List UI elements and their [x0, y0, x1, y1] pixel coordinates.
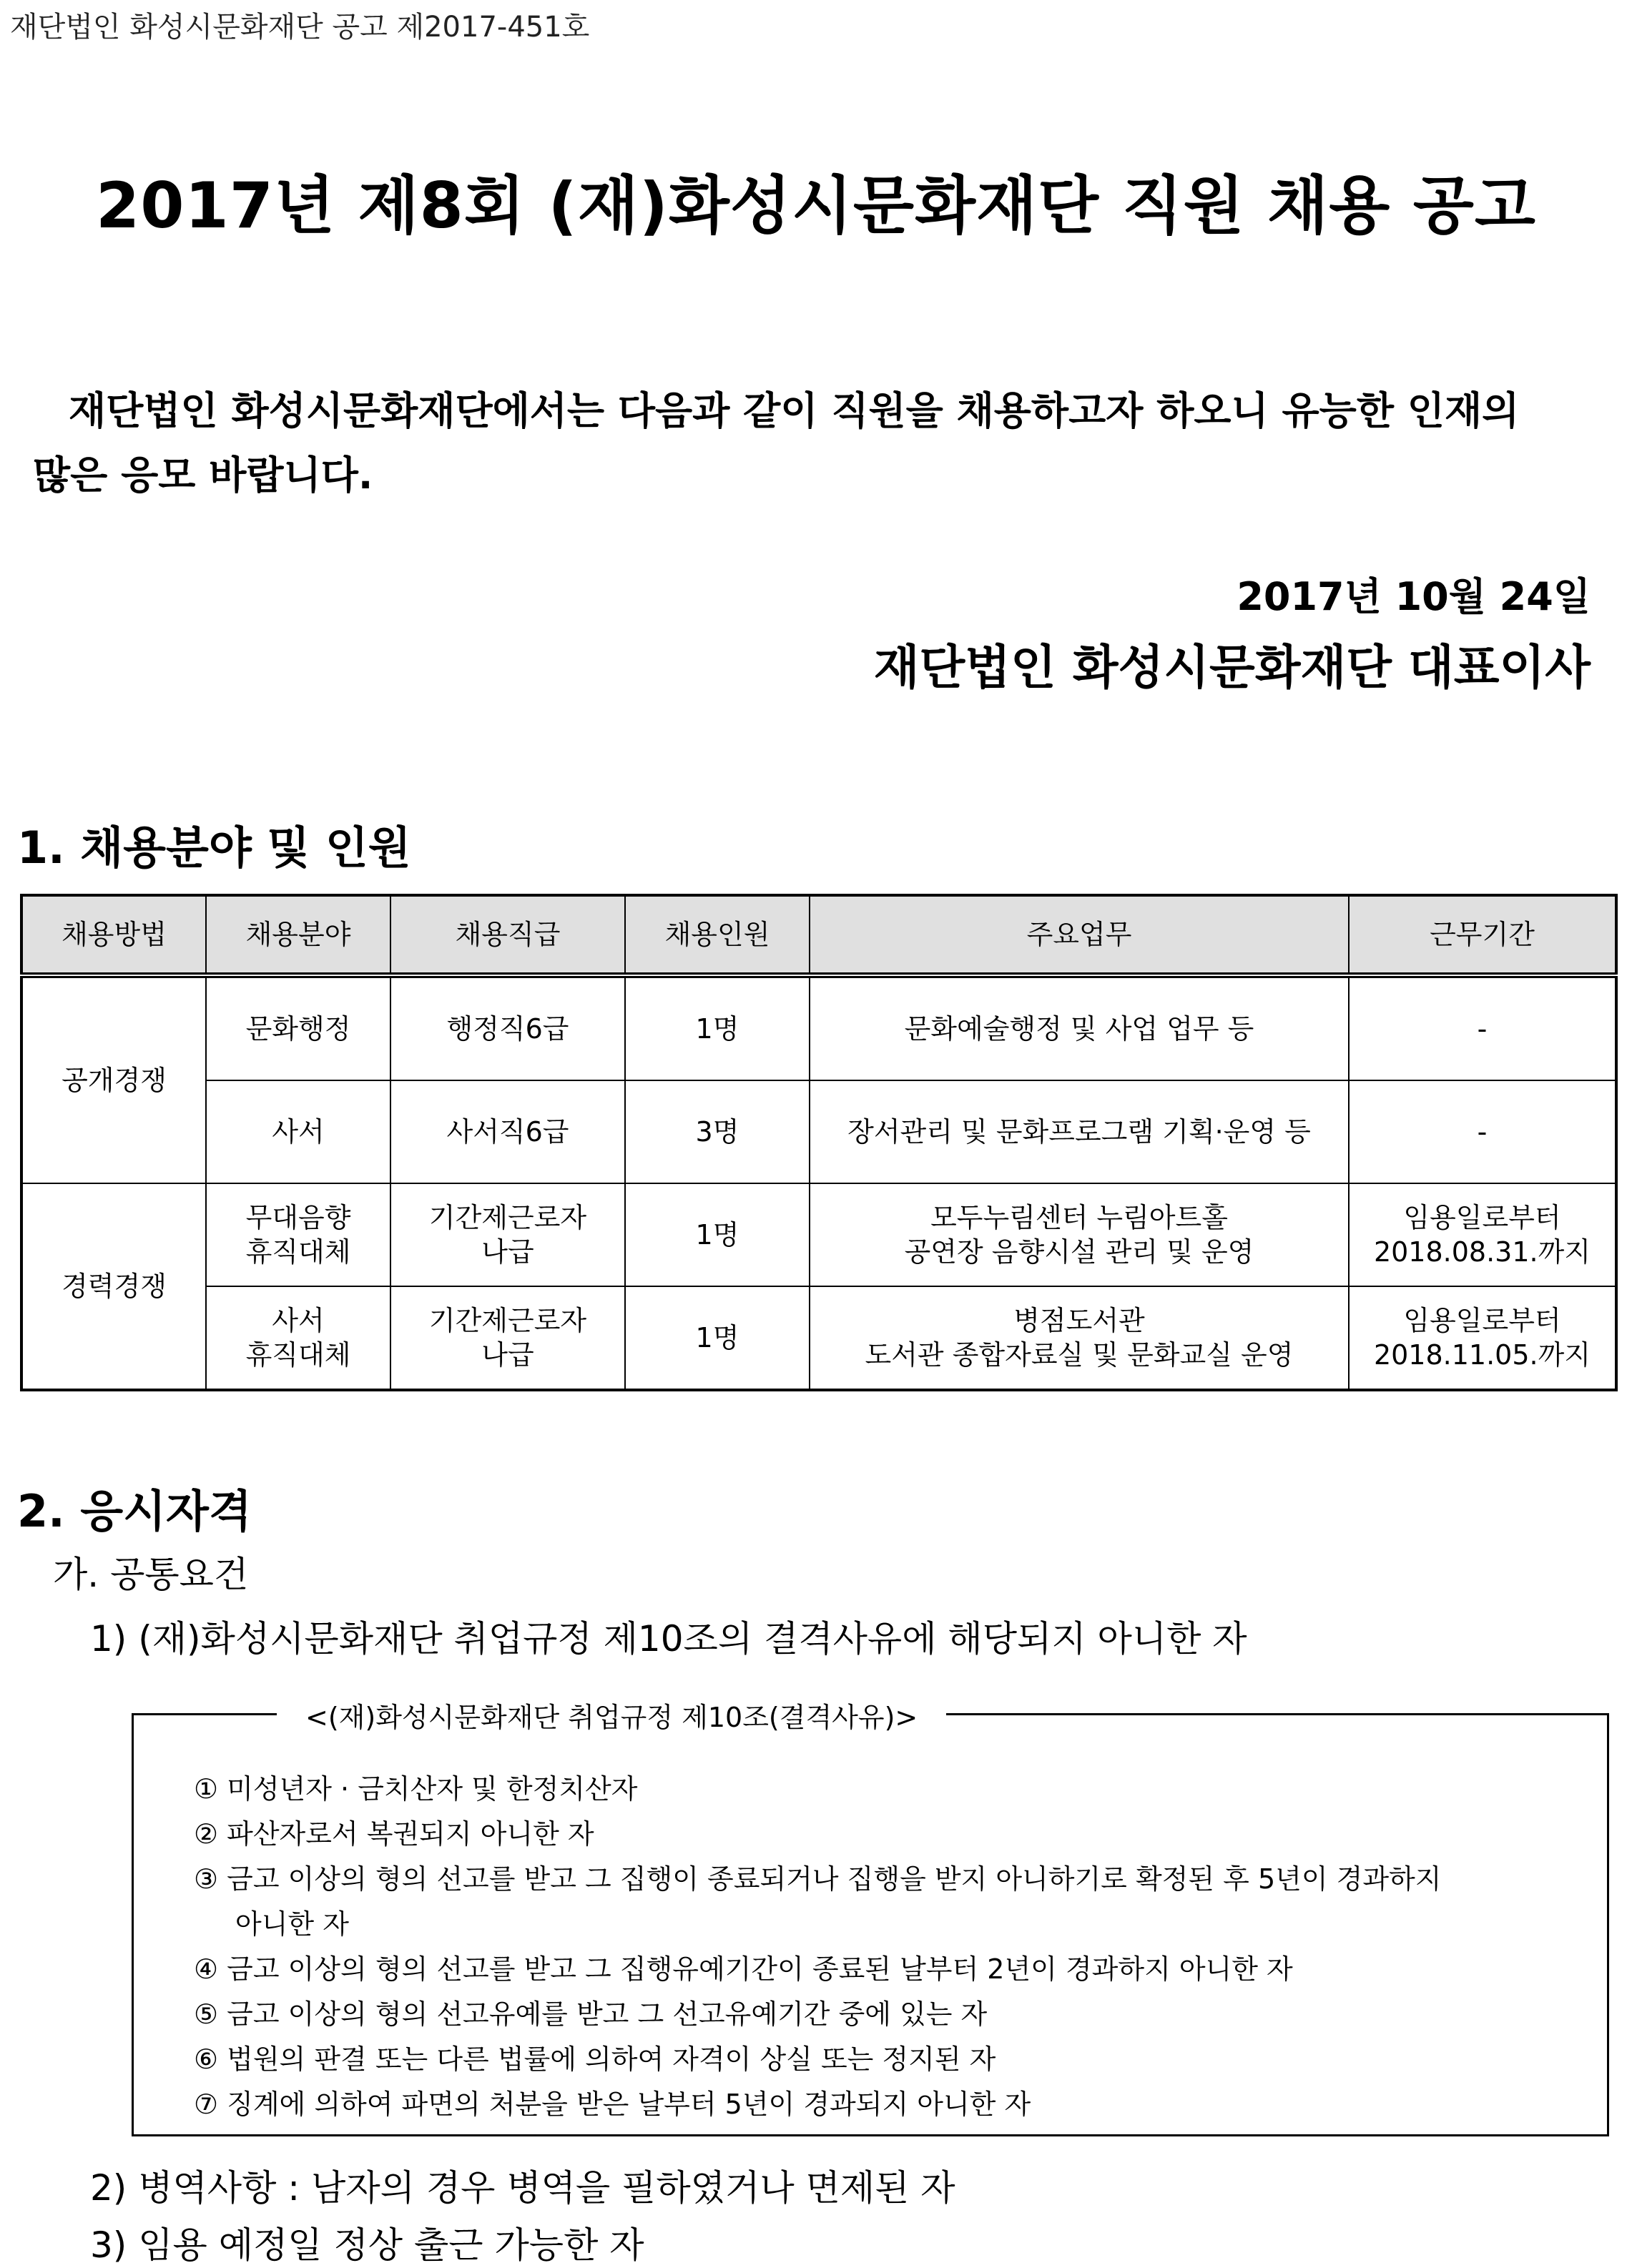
duty-cell: 장서관리 및 문화프로그램 기획·운영 등: [810, 1080, 1349, 1183]
page-title: 2017년 제8회 (재)화성시문화재단 직원 채용 공고: [96, 169, 1536, 242]
disqualification-box: [132, 1702, 1609, 2136]
field-cell: [206, 1183, 390, 1286]
table-row: [21, 1183, 1616, 1286]
box-title: <(재)화성시문화재단 취업규정 제10조(결격사유)>: [277, 1695, 946, 1735]
grade-cell: 사서직6급: [390, 1080, 625, 1183]
requirement-item-1: 1) (재)화성시문화재단 취업규정 제10조의 결격사유에 해당되지 아니한 자: [90, 1618, 1247, 1660]
issuer-name: 재단법인 화성시문화재단 대표이사: [873, 640, 1591, 695]
intro-line-1: 재단법인 화성시문화재단에서는 다음과 같이 직원을 채용하고자 하오니 유능한 인재의: [69, 388, 1520, 433]
field-line: 무대음향: [245, 1202, 351, 1233]
count-cell: 1명: [625, 1286, 810, 1390]
count-cell: 1명: [625, 975, 810, 1080]
table-row: [21, 1286, 1616, 1390]
period-line: 임용일로부터: [1403, 1305, 1561, 1336]
section-1-heading: 1. 채용분야 및 인원: [17, 822, 411, 874]
list-item-continuation: 아니한 자: [235, 1908, 349, 1940]
duty-line: 병점도서관: [1013, 1305, 1145, 1336]
period-cell: [1349, 1286, 1616, 1390]
grade-cell: [390, 1183, 625, 1286]
intro-line-2: 많은 응모 바랍니다.: [33, 453, 373, 498]
duty-cell: [810, 1183, 1349, 1286]
duty-line: 모두누림센터 누림아트홀: [930, 1202, 1228, 1233]
grade-cell: [390, 1286, 625, 1390]
list-item: ⑥ 법원의 판결 또는 다른 법률에 의하여 자격이 상실 또는 정지된 자: [194, 2043, 996, 2075]
grade-line: 나급: [481, 1236, 534, 1268]
period-line: 임용일로부터: [1403, 1202, 1561, 1233]
disqualification-list: [194, 1767, 1441, 2127]
column-header: 채용분야: [206, 895, 390, 975]
field-line: 사서: [272, 1305, 325, 1336]
requirement-item-3: 3) 임용 예정일 정상 출근 가능한 자: [90, 2224, 644, 2266]
subsection-common-requirements: 가. 공통요건: [53, 1554, 249, 1595]
period-line: 2018.08.31.까지: [1373, 1236, 1591, 1268]
method-cell: 경력경쟁: [21, 1183, 206, 1390]
method-cell: 공개경쟁: [21, 975, 206, 1183]
field-cell: [206, 1286, 390, 1390]
table-row: [21, 1080, 1616, 1183]
duty-cell: [810, 1286, 1349, 1390]
table-header-row: [21, 895, 1616, 975]
duty-line: 도서관 종합자료실 및 문화교실 운영: [865, 1339, 1294, 1371]
grade-cell: 행정직6급: [390, 975, 625, 1080]
recruitment-table: [20, 894, 1618, 1391]
column-header: 주요업무: [810, 895, 1349, 975]
duty-line: 공연장 음향시설 관리 및 운영: [904, 1236, 1254, 1268]
list-item: ④ 금고 이상의 형의 선고를 받고 그 집행유예기간이 종료된 날부터 2년이 경과하지 아니한 자: [194, 1953, 1293, 1985]
field-cell: 사서: [206, 1080, 390, 1183]
requirement-item-2: 2) 병역사항 : 남자의 경우 병역을 필하였거나 면제된 자: [90, 2167, 955, 2209]
count-cell: 1명: [625, 1183, 810, 1286]
grade-line: 기간제근로자: [428, 1202, 587, 1233]
section-2-heading: 2. 응시자격: [17, 1485, 252, 1537]
field-line: 휴직대체: [245, 1236, 351, 1268]
field-line: 휴직대체: [245, 1339, 351, 1371]
column-header: 채용인원: [625, 895, 810, 975]
period-line: 2018.11.05.까지: [1373, 1339, 1591, 1371]
count-cell: 3명: [625, 1080, 810, 1183]
list-item: ③ 금고 이상의 형의 선고를 받고 그 집행이 종료되거나 집행을 받지 아니하기로 확정된 후 5년이 경과하지: [194, 1863, 1442, 1895]
column-header: 근무기간: [1349, 895, 1616, 975]
issue-date: 2017년 10월 24일: [1237, 574, 1591, 619]
grade-line: 기간제근로자: [428, 1305, 587, 1336]
period-cell: [1349, 1183, 1616, 1286]
list-item: ⑦ 징계에 의하여 파면의 처분을 받은 날부터 5년이 경과되지 아니한 자: [194, 2089, 1031, 2120]
document-number: 재단법인 화성시문화재단 공고 제2017-451호: [10, 11, 590, 44]
period-cell: -: [1349, 975, 1616, 1080]
table-row: [21, 975, 1616, 1080]
list-item: ① 미성년자 · 금치산자 및 한정치산자: [194, 1773, 638, 1805]
column-header: 채용방법: [21, 895, 206, 975]
grade-line: 나급: [481, 1339, 534, 1371]
period-cell: -: [1349, 1080, 1616, 1183]
duty-cell: 문화예술행정 및 사업 업무 등: [810, 975, 1349, 1080]
list-item: ② 파산자로서 복권되지 아니한 자: [194, 1818, 594, 1850]
list-item: ⑤ 금고 이상의 형의 선고유예를 받고 그 선고유예기간 중에 있는 자: [194, 1998, 988, 2030]
column-header: 채용직급: [390, 895, 625, 975]
field-cell: 문화행정: [206, 975, 390, 1080]
